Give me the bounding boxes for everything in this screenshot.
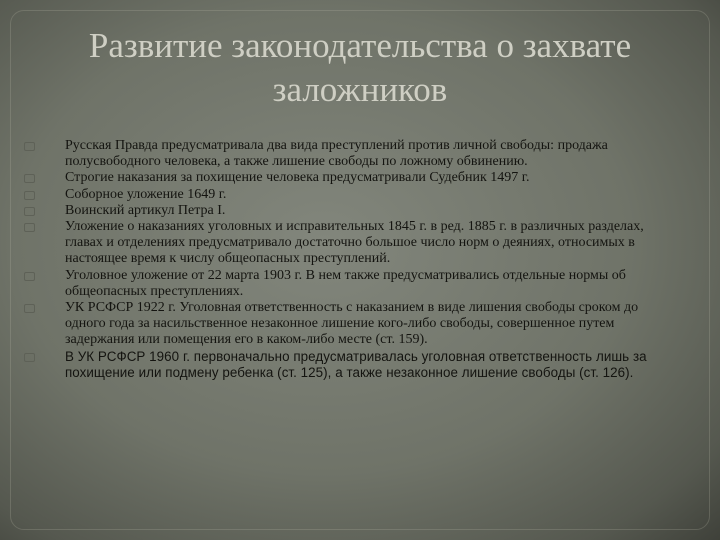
- bullet-icon: [22, 189, 35, 200]
- bullet-icon: [22, 351, 35, 362]
- bullet-text: Уложение о наказаниях уголовных и исправительных 1845 г. в ред. 1885 г. в различных разделах, главах и отделениях предусматривало достаточно большое число норм о деяниях, относимых в настоящее время к числу общеопасных преступлений.: [65, 219, 644, 267]
- bullet-icon: [22, 205, 35, 216]
- bullet-text: Соборное уложение 1649 г.: [65, 186, 227, 202]
- list-item: [22, 138, 672, 170]
- list-item: [22, 170, 672, 186]
- list-item: [22, 219, 672, 268]
- bullet-text: УК РСФСР 1922 г. Уголовная ответственность с наказанием в виде лишения свободы сроком до одного года за насильственное незаконное лишение кого-либо свободы, совершенное путем задержания или помещения его в каком-либо месте (ст. 159).: [65, 300, 639, 348]
- bullet-text: Воинский артикул Петра I.: [65, 202, 226, 218]
- bullet-icon: [22, 221, 35, 232]
- bullet-text: Русская Правда предусматривала два вида преступлений против личной свободы: продажа полусвободного человека, а также лишение свободы по ложному обвинению.: [65, 138, 608, 170]
- bullet-text: Уголовное уложение от 22 марта 1903 г. В нем также предусматривались отдельные нормы об общеопасных преступлениях.: [65, 267, 626, 299]
- bullet-text: Строгие наказания за похищение человека предусматривали Судебник 1497 г.: [65, 170, 530, 186]
- slide-title-line-2: заложников: [272, 70, 448, 109]
- bullet-text: В УК РСФСР 1960 г. первоначально предусматривалась уголовная ответственность лишь за похищение или подмену ребенка (ст. 125), а также незаконное лишение свободы (ст. 126).: [65, 348, 647, 380]
- bullet-icon: [22, 302, 35, 313]
- bullet-icon: [22, 140, 35, 151]
- slide-title-line-1: Развитие законодательства о захвате: [88, 26, 632, 65]
- slide-title: [40, 24, 680, 112]
- list-item: [22, 300, 672, 349]
- list-item: [22, 268, 672, 300]
- bullet-icon: [22, 270, 35, 281]
- bullet-icon: [22, 172, 35, 183]
- bullet-list: [22, 138, 672, 381]
- list-item: [22, 349, 672, 381]
- list-item: [22, 203, 672, 219]
- list-item: [22, 187, 672, 203]
